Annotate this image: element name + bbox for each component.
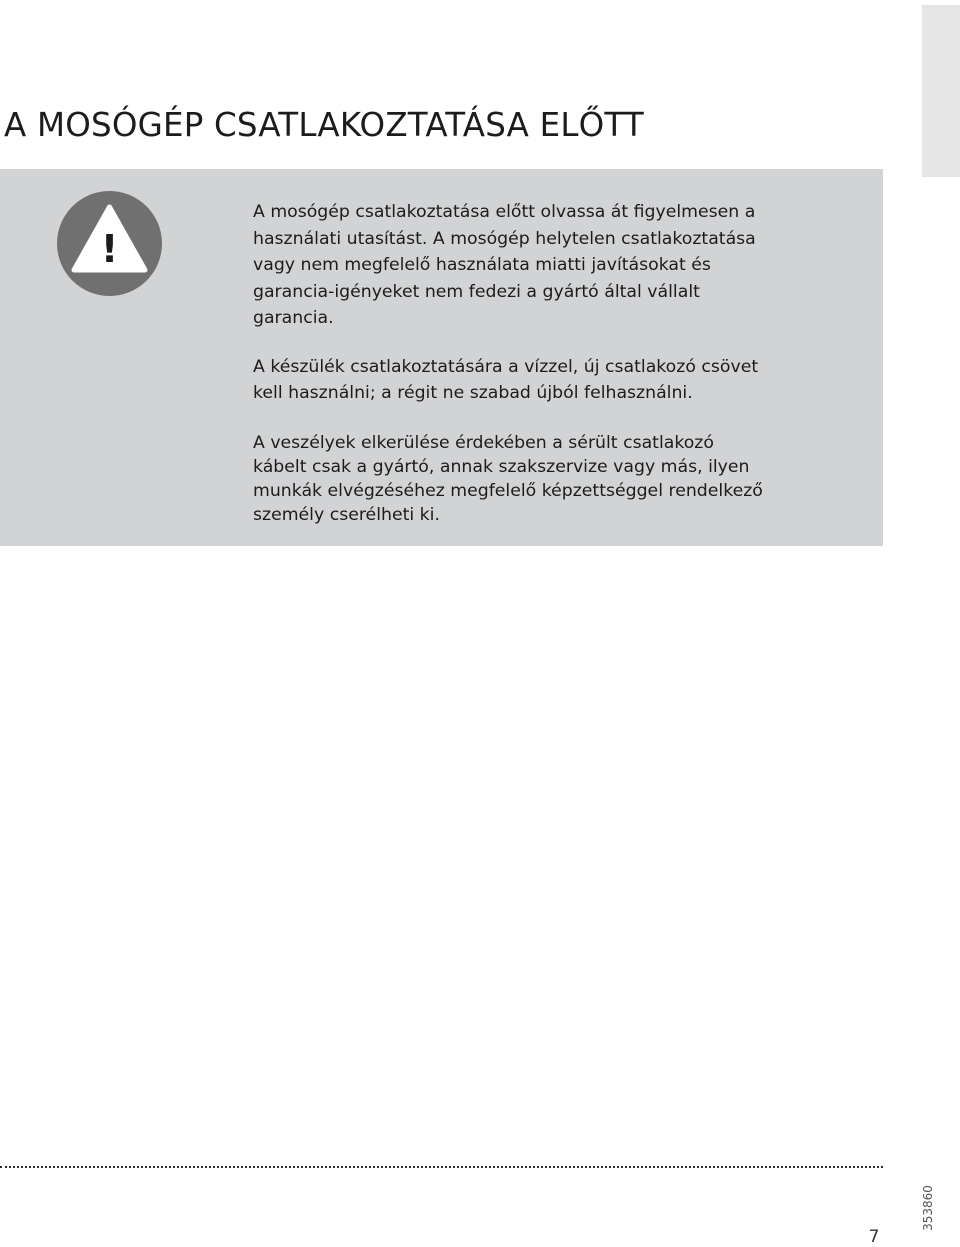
side-tab bbox=[922, 5, 960, 177]
footer-divider bbox=[0, 1166, 883, 1168]
warning-text bbox=[253, 199, 868, 527]
warning-triangle-icon bbox=[57, 191, 162, 296]
page-title: A MOSÓGÉP CSATLAKOZTATÁSA ELŐTT bbox=[4, 106, 644, 144]
warning-box bbox=[0, 169, 883, 546]
page-number: 7 bbox=[868, 1227, 880, 1247]
warning-exclamation-glyph: ! bbox=[100, 227, 119, 271]
warning-paragraph-3: A veszélyek elkerülése érdekében a sérült csatlakozó kábelt csak a gyártó, annak szakszervize vagy más, ilyen munkák elvégzéséhez megfelelő képzettséggel rendelkező személy cserélheti ki. bbox=[253, 432, 763, 525]
document-code-text: 353860 bbox=[921, 1185, 935, 1231]
warning-paragraph-2: A készülék csatlakoztatására a vízzel, új csatlakozó csövet kell használni; a régit ne szabad újból felhasználni. bbox=[253, 356, 759, 403]
document-code bbox=[917, 1182, 939, 1234]
warning-paragraph-1: A mosógép csatlakoztatása előtt olvassa át figyelmesen a használati utasítást. A mosógép helytelen csatlakoztatása vagy nem megfelelő használata miatti javításokat és garancia-igényeket nem fedezi a gyártó által vállalt garancia. bbox=[253, 202, 756, 328]
